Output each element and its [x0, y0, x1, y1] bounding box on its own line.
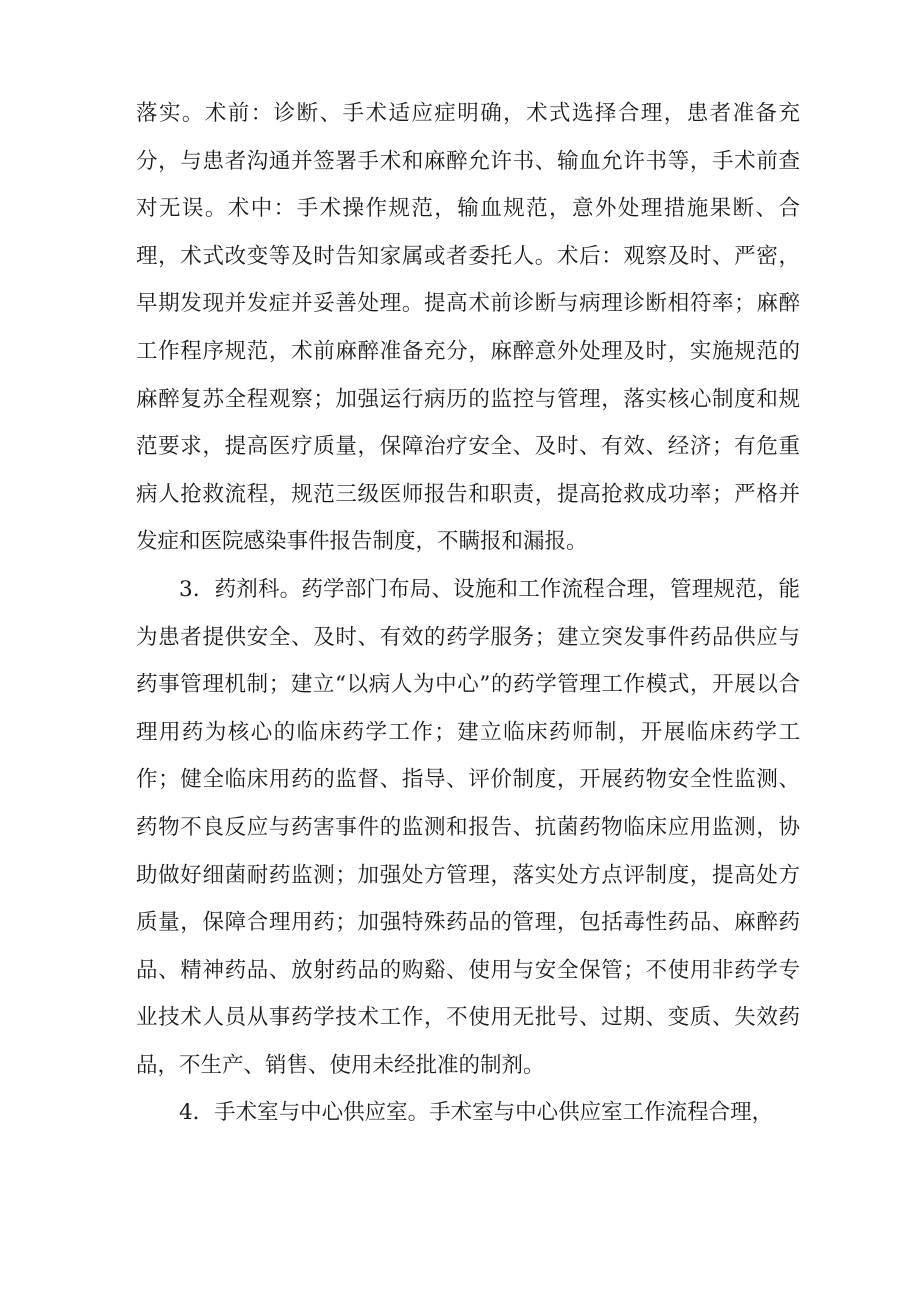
paragraph-pharmacy: 3．药剂科。药学部门布局、设施和工作流程合理，管理规范，能为患者提供安全、及时、有效的药学服务；建立突发事件药品供应与药事管理机制；建立“以病人为中心”的药学管理工作模式，开展以合理用药为核心的临床药学工作；建立临床药师制，开展临床药学工作；健全临床用药的监督、指导、评价制度，开展药物安全性监测、药物不良反应与药害事件的监测和报告、抗菌药物临床应用监测，协助做好细菌耐药监测；加强处方管理，落实处方点评制度，提高处方质量，保障合理用药；加强特殊药品的管理，包括毒性药品、麻醉药品、精神药品、放射药品的购谿、使用与安全保管；不使用非药学专业技术人员从事药学技术工作，不使用无批号、过期、变质、失效药品，不生产、销售、使用未经批准的制剂。: [136, 576, 800, 1078]
document-body: [136, 90, 800, 1137]
paragraph-operating-room: 4．手术室与中心供应室。手术室与中心供应室工作流程合理，: [179, 1100, 774, 1126]
paragraph-surgery-anesthesia: 落实。术前：诊断、手术适应症明确，术式选择合理，患者准备充分，与患者沟通并签署手术和麻醉允许书、输血允许书等，手术前查对无误。术中：手术操作规范，输血规范，意外处理措施果断、合理，术式改变等及时告知家属或者委托人。术后：观察及时、严密，早期发现并发症并妥善处理。提高术前诊断与病理诊断相符率；麻醉工作程序规范，术前麻醉准备充分，麻醉意外处理及时，实施规范的麻醉复苏全程观察；加强运行病历的监控与管理，落实核心制度和规范要求，提高医疗质量，保障治疗安全、及时、有效、经济；有危重病人抢救流程，规范三级医师报告和职责，提高抢救成功率；严格并发症和医院感染事件报告制度，不瞒报和漏报。: [136, 101, 800, 555]
